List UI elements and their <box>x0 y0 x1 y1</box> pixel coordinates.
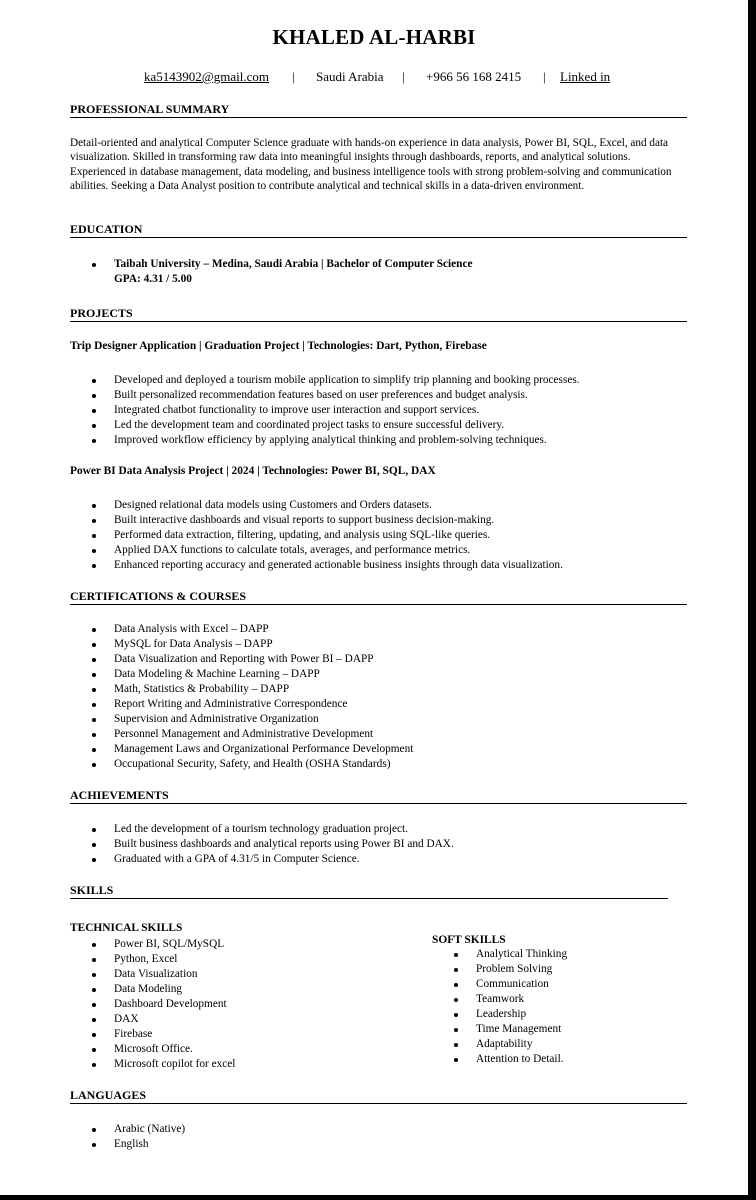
list-item: Applied DAX functions to calculate totals, averages, and performance metrics. <box>90 543 563 558</box>
list-item: Personnel Management and Administrative Development <box>90 727 413 742</box>
list-item: Management Laws and Organizational Performance Development <box>90 742 413 757</box>
list-item: Microsoft Office. <box>90 1042 235 1057</box>
list-item: Arabic (Native) <box>90 1122 185 1137</box>
list-item: Math, Statistics & Probability – DAPP <box>90 682 413 697</box>
list-item: Led the development of a tourism technology graduation project. <box>90 822 454 837</box>
list-item: English <box>90 1137 185 1152</box>
list-item: Graduated with a GPA of 4.31/5 in Computer Science. <box>90 852 454 867</box>
languages-list <box>90 1122 185 1152</box>
phone-text: +966 56 168 2415 <box>426 69 522 84</box>
education-gpa: GPA: 4.31 / 5.00 <box>114 273 192 285</box>
candidate-name: KHALED AL-HARBI <box>272 25 476 49</box>
list-item: Firebase <box>90 1027 235 1042</box>
list-item: Developed and deployed a tourism mobile application to simplify trip planning and booking processes. <box>90 373 580 388</box>
list-item: Enhanced reporting accuracy and generated actionable business insights through data visualization. <box>90 558 563 573</box>
list-item: Data Modeling & Machine Learning – DAPP <box>90 667 413 682</box>
list-item: Supervision and Administrative Organization <box>90 712 413 727</box>
projects-heading: PROJECTS <box>70 306 687 322</box>
list-item: Data Modeling <box>90 982 235 997</box>
list-item: Python, Excel <box>90 952 235 967</box>
list-item: Built business dashboards and analytical reports using Power BI and DAX. <box>90 837 454 852</box>
email-link[interactable]: ka5143902@gmail.com <box>144 69 269 84</box>
education-degree: Taibah University – Medina, Saudi Arabia | Bachelor of Computer Science <box>114 258 473 270</box>
list-item: Attention to Detail. <box>452 1052 567 1067</box>
education-item <box>90 257 472 287</box>
skills-heading: SKILLS <box>70 883 668 899</box>
list-item: Time Management <box>452 1022 567 1037</box>
list-item: Led the development team and coordinated project tasks to ensure successful delivery. <box>90 418 580 433</box>
technical-skills-heading: TECHNICAL SKILLS <box>70 922 183 934</box>
contact-separator: | <box>292 69 295 84</box>
summary-text: Detail-oriented and analytical Computer Science graduate with hands-on experience in data analysis, Power BI, SQL, Excel, and data visualization. Skilled in transforming raw data into meaningful insights through dashboards, reports, and analytical solutions. Experienced in database management, data modeling, and business intelligence tools with strong problem-solving and communication abilities. Seeking a Data Analyst position to contribute analytical and technical skills in a data-driven environment. <box>70 137 672 193</box>
list-item: Problem Solving <box>452 962 567 977</box>
list-item: Performed data extraction, filtering, updating, and analysis using SQL-like queries. <box>90 528 563 543</box>
certifications-heading: CERTIFICATIONS & COURSES <box>70 589 687 605</box>
education-heading: EDUCATION <box>70 222 687 238</box>
list-item: Integrated chatbot functionality to improve user interaction and support services. <box>90 403 580 418</box>
list-item: Data Visualization <box>90 967 235 982</box>
education-list <box>90 257 472 287</box>
list-item: Built interactive dashboards and visual reports to support business decision-making. <box>90 513 563 528</box>
soft-skills-heading: SOFT SKILLS <box>432 934 506 946</box>
soft-skills-list <box>452 947 567 1067</box>
list-item: Adaptability <box>452 1037 567 1052</box>
list-item: Report Writing and Administrative Correspondence <box>90 697 413 712</box>
contact-separator: | <box>402 69 405 84</box>
technical-skills-list <box>90 937 235 1072</box>
achievements-list <box>90 822 454 867</box>
list-item: Microsoft copilot for excel <box>90 1057 235 1072</box>
languages-heading: LANGUAGES <box>70 1088 687 1104</box>
list-item: Power BI, SQL/MySQL <box>90 937 235 952</box>
list-item: Improved workflow efficiency by applying analytical thinking and problem-solving techniques. <box>90 433 580 448</box>
list-item: Designed relational data models using Customers and Orders datasets. <box>90 498 563 513</box>
list-item: Leadership <box>452 1007 567 1022</box>
linkedin-link[interactable]: Linked in <box>560 69 611 84</box>
list-item: MySQL for Data Analysis – DAPP <box>90 637 413 652</box>
list-item: Analytical Thinking <box>452 947 567 962</box>
list-item: Data Analysis with Excel – DAPP <box>90 622 413 637</box>
list-item: Data Visualization and Reporting with Power BI – DAPP <box>90 652 413 667</box>
project-bullets <box>90 373 580 448</box>
list-item: DAX <box>90 1012 235 1027</box>
project-title: Trip Designer Application | Graduation Project | Technologies: Dart, Python, Firebase <box>70 340 487 352</box>
project-bullets <box>90 498 563 573</box>
list-item: Communication <box>452 977 567 992</box>
certifications-list <box>90 622 413 772</box>
location-text: Saudi Arabia <box>316 69 384 84</box>
list-item: Occupational Security, Safety, and Health (OSHA Standards) <box>90 757 413 772</box>
list-item: Dashboard Development <box>90 997 235 1012</box>
contact-separator: | <box>543 69 546 84</box>
summary-heading: PROFESSIONAL SUMMARY <box>70 102 687 118</box>
list-item: Built personalized recommendation features based on user preferences and budget analysis. <box>90 388 580 403</box>
project-title: Power BI Data Analysis Project | 2024 | Technologies: Power BI, SQL, DAX <box>70 465 436 477</box>
achievements-heading: ACHIEVEMENTS <box>70 788 687 804</box>
list-item: Teamwork <box>452 992 567 1007</box>
